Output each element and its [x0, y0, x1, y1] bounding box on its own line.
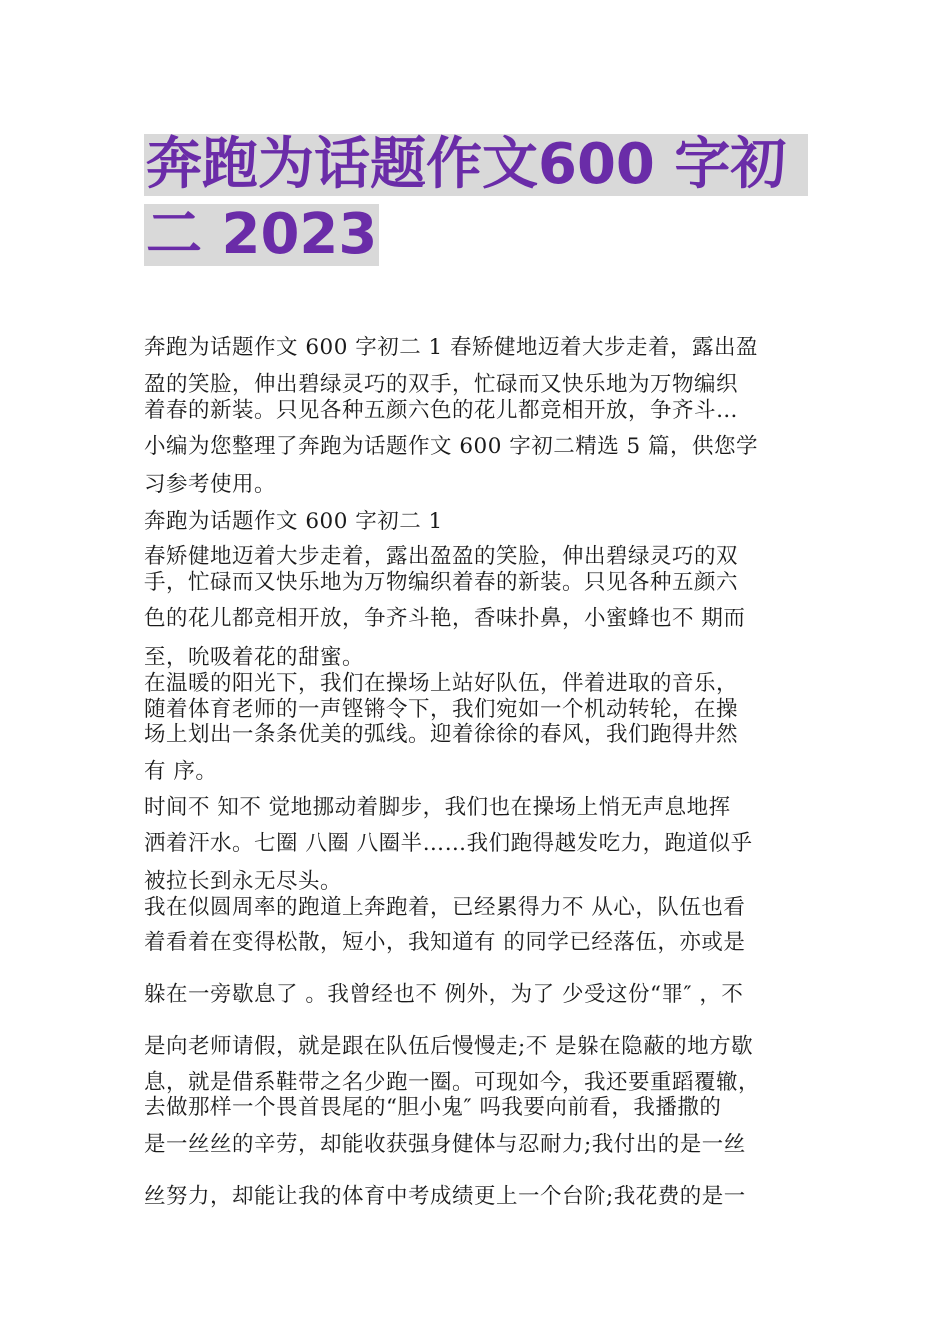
body-line: 奔跑为话题作文 600 字初二 1 春矫健地迈着大步走着，露出盈 [144, 335, 759, 360]
body-line: 春矫健地迈着大步走着，露出盈盈的笑脸，伸出碧绿灵巧的双 [144, 544, 739, 569]
body-line: 时间不 知不 觉地挪动着脚步，我们也在操场上悄无声息地挥 [144, 795, 731, 820]
body-line: 有 序。 [144, 759, 218, 784]
body-line: 被拉长到永无尽头。 [144, 869, 343, 894]
body-line: 是一丝丝的辛劳，却能收获强身健体与忍耐力;我付出的是一丝 [144, 1132, 746, 1157]
body-line: 着春的新装。只见各种五颜六色的花儿都竞相开放，争齐斗… [144, 398, 739, 423]
body-line: 小编为您整理了奔跑为话题作文 600 字初二精选 5 篇，供您学 [144, 434, 759, 459]
body-line: 洒着汗水。七圈 八圈 八圈半……我们跑得越发吃力，跑道似乎 [144, 831, 753, 856]
body-line: 习参考使用。 [144, 472, 277, 497]
body-line: 我在似圆周率的跑道上奔跑着，已经累得力不 从心，队伍也看 [144, 895, 746, 920]
body-line: 躲在一旁歇息了 。我曾经也不 例外，为了 少受这份“罪″ ，不 [144, 982, 744, 1007]
body-line: 色的花儿都竞相开放，争齐斗艳，香味扑鼻，小蜜蜂也不 期而 [144, 606, 746, 631]
body-line: 在温暖的阳光下，我们在操场上站好队伍，伴着进取的音乐， [144, 671, 739, 696]
body-line: 随着体育老师的一声铿锵令下，我们宛如一个机动转轮，在操 [144, 697, 739, 722]
body-line: 丝努力，却能让我的体育中考成绩更上一个台阶;我花费的是一 [144, 1184, 746, 1209]
document-title-line-2: 二 2023 [146, 202, 378, 267]
body-line: 着看着在变得松散，短小，我知道有 的同学已经落伍，亦或是 [144, 930, 746, 955]
body-line: 是向老师请假，就是跟在队伍后慢慢走;不 是躲在隐蔽的地方歇 [144, 1034, 754, 1059]
body-line: 场上划出一条条优美的弧线。迎着徐徐的春风，我们跑得井然 [144, 722, 739, 747]
body-line: 去做那样一个畏首畏尾的“胆小鬼″ 吗我要向前看，我播撒的 [144, 1095, 722, 1120]
section-heading: 奔跑为话题作文 600 字初二 1 [144, 509, 443, 534]
body-line: 息，就是借系鞋带之名少跑一圈。可现如今，我还要重蹈覆辙， [144, 1070, 761, 1095]
body-line: 盈的笑脸，伸出碧绿灵巧的双手，忙碌而又快乐地为万物编织 [144, 372, 739, 397]
body-line: 手，忙碌而又快乐地为万物编织着春的新装。只见各种五颜六 [144, 570, 739, 595]
body-line: 至，吮吸着花的甜蜜。 [144, 645, 365, 670]
document-title-line-1: 奔跑为话题作文600 字初 [144, 134, 808, 196]
